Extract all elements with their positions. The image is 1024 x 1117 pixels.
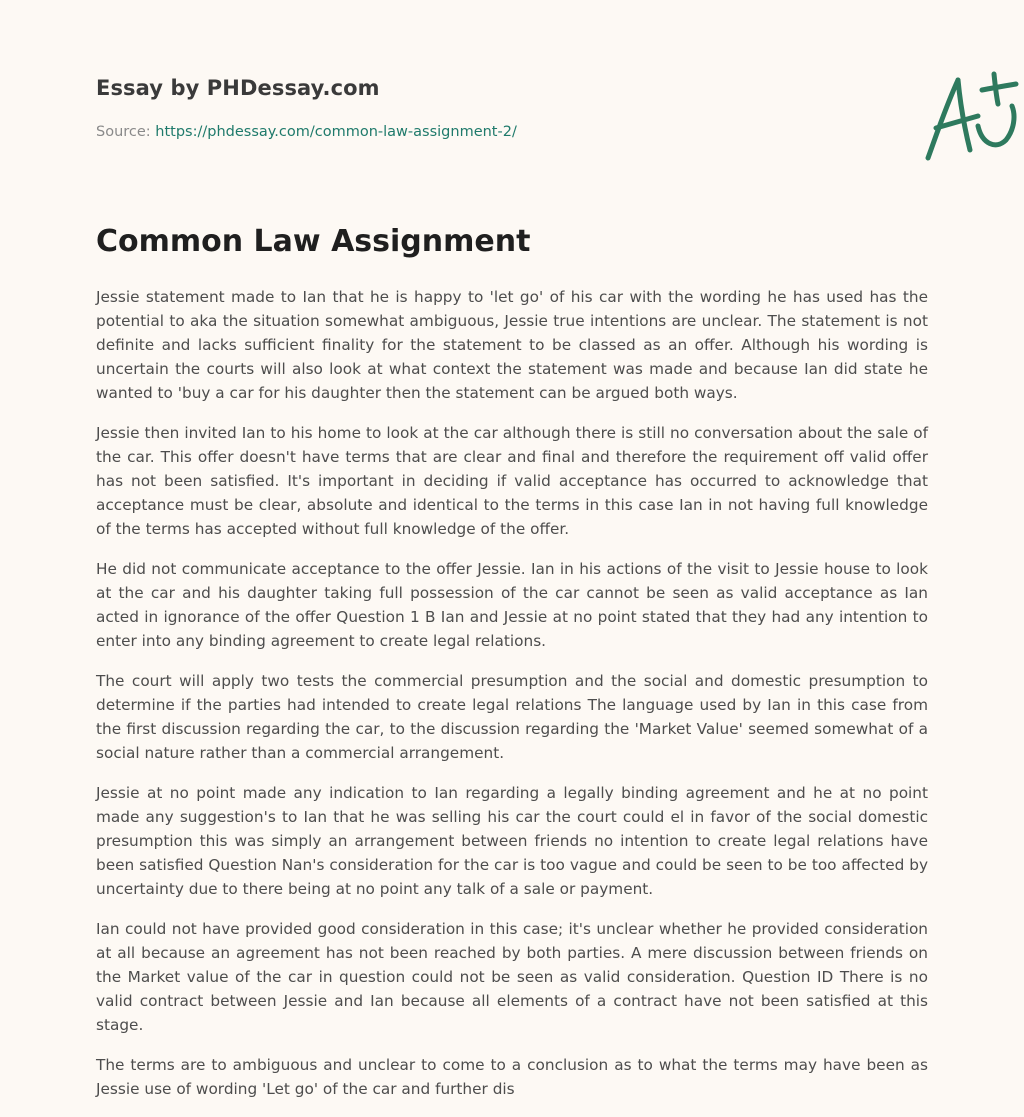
source-label: Source: (96, 124, 156, 140)
essay-paragraph: Jessie at no point made any indication to Ian regarding a legally binding agreement and he at no point made any suggestion's to Ian that he was selling his car the court could el in favor of the social domestic presumption this was simply an arrangement between friends no intention to create legal relations have been satisfied Question Nan's consideration for the car is too vague and could be seen to be too affected by uncertainty due to there being at no point any talk of a sale or payment. (96, 784, 928, 898)
essay-paragraph: He did not communicate acceptance to the offer Jessie. Ian in his actions of the visit to Jessie house to look at the car and his daughter taking full possession of the car cannot be seen as valid acceptance as Ian acted in ignorance of the offer Question 1 B Ian and Jessie at no point stated that they had any intention to enter into any binding agreement to create legal relations. (96, 560, 928, 650)
a-plus-grade-icon (916, 66, 1024, 166)
essay-paragraph: The terms are to ambiguous and unclear to come to a conclusion as to what the terms may have been as Jessie use of wording 'Let go' of the car and further dis (96, 1056, 928, 1098)
source-line (96, 124, 517, 140)
essay-paragraph: Ian could not have provided good consideration in this case; it's unclear whether he provided consideration at all because an agreement has not been reached by both parties. A mere discussion between friends on the Market value of the car in question could not be seen as valid consideration. Question ID There is no valid contract between Jessie and Ian because all elements of a contract have not been satisfied at this stage. (96, 920, 928, 1034)
site-brand: Essay by PHDessay.com (96, 76, 380, 100)
essay-paragraph: The court will apply two tests the commercial presumption and the social and domestic presumption to determine if the parties had intended to create legal relations The language used by Ian in this case from the first discussion regarding the car, to the discussion regarding the 'Market Value' seemed somewhat of a social nature rather than a commercial arrangement. (96, 672, 928, 762)
essay-paragraph: Jessie statement made to Ian that he is happy to 'let go' of his car with the wording he has used has the potential to aka the situation somewhat ambiguous, Jessie true intentions are unclear. The statement is not definite and lacks sufficient finality for the statement to be classed as an offer. Although his wording is uncertain the courts will also look at what context the statement was made and because Ian did state he wanted to 'buy a car for his daughter then the statement can be argued both ways. (96, 288, 928, 402)
essay-body (96, 285, 928, 1117)
essay-title: Common Law Assignment (96, 224, 531, 259)
essay-paragraph: Jessie then invited Ian to his home to look at the car although there is still no conversation about the sale of the car. This offer doesn't have terms that are clear and final and therefore the requirement off valid offer has not been satisfied. It's important in deciding if valid acceptance has occurred to acknowledge that acceptance must be clear, absolute and identical to the terms in this case Ian in not having full knowledge of the terms has accepted without full knowledge of the offer. (96, 424, 928, 538)
source-link[interactable]: https://phdessay.com/common-law-assignment-2/ (155, 124, 517, 140)
